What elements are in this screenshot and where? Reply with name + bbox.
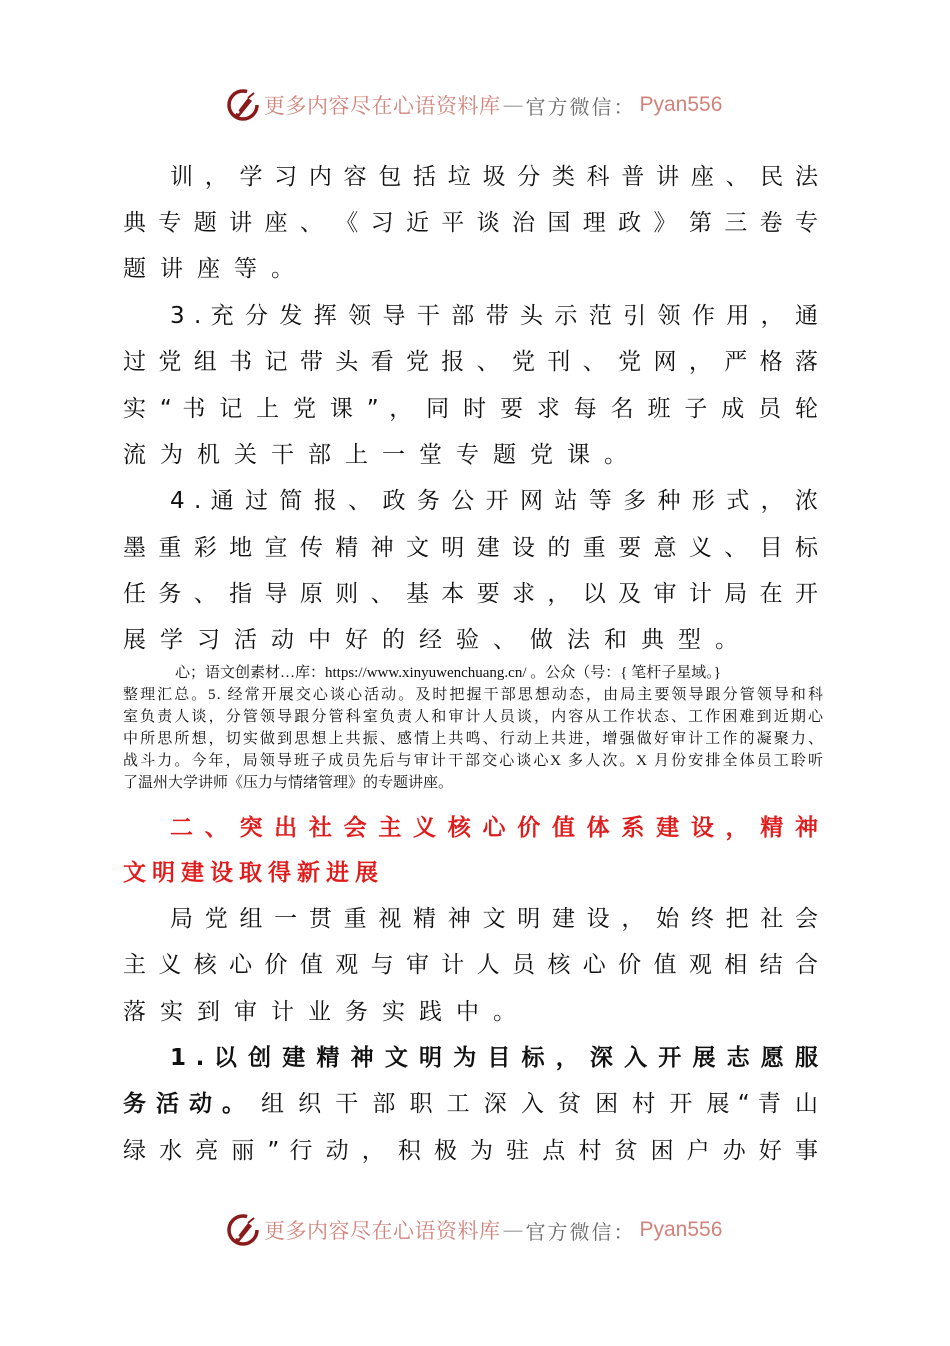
watermark-wechat-label: 官方微信： bbox=[525, 94, 636, 119]
small-line: 了温州大学讲师《压力与情绪管理》的专题讲座。 bbox=[123, 775, 454, 791]
section-2-intro-line: 主 义 核 心 价 值 观 与 审 计 人 员 核 心 价 值 观 相 结 合 bbox=[123, 952, 818, 978]
watermark-wechat-label: 官方微信： bbox=[525, 1219, 636, 1244]
item-4-line: 4 . 通 过 简 报 、 政 务 公 开 网 站 等 多 种 形 式 ， 浓 bbox=[170, 488, 818, 514]
item-4-line: 墨 重 彩 地 宣 传 精 神 文 明 建 设 的 重 要 意 义 、 目 标 bbox=[123, 535, 818, 561]
quill-pen-logo-icon bbox=[226, 88, 260, 122]
watermark-dash: — bbox=[502, 1218, 524, 1242]
small-line: 心；语文创素材…库：https://www.xinyuwenchuang.cn/ 。公众（号：{ 笔杆子星域。} bbox=[175, 665, 721, 681]
footer-watermark-banner bbox=[226, 1210, 726, 1250]
small-line: 室 负 责 人 谈 ， 分 管 领 导 跟 分 管 科 室 负 责 人 和 审 计 人 员 谈 ， 内 容 从 工 作 状 态 、 工 作 困 难 到 近 期 心 bbox=[123, 709, 823, 725]
quill-pen-logo-icon bbox=[226, 1213, 260, 1247]
section-2-heading-line: 二 、 突 出 社 会 主 义 核 心 价 值 体 系 建 设 ， 精 神 bbox=[170, 815, 818, 841]
small-line: 战 斗 力 。 今 年 ， 局 领 导 班 子 成 员 先 后 与 审 计 干 部 交 心 谈 心 X 多 人 次 。 X 月 份 安 排 全 体 员 工 聆 听 bbox=[123, 753, 823, 769]
small-inserted-paragraph bbox=[123, 662, 823, 794]
section-2-intro-line: 局 党 组 一 贯 重 视 精 神 文 明 建 设 ， 始 终 把 社 会 bbox=[170, 906, 818, 932]
watermark-brand-text: 更多内容尽在心语资料库 bbox=[264, 1219, 501, 1243]
watermark-brand-text: 更多内容尽在心语资料库 bbox=[264, 94, 501, 118]
header-watermark-banner bbox=[226, 85, 726, 125]
section-2-intro-line: 落实到审计业务实践中。 bbox=[123, 999, 530, 1025]
watermark-wechat-id: Pyan556 bbox=[639, 93, 723, 116]
watermark-dash: — bbox=[502, 93, 524, 117]
section-2-heading-line: 文明建设取得新进展 bbox=[123, 860, 384, 886]
item-3-line: 3 . 充 分 发 挥 领 导 干 部 带 头 示 范 引 领 作 用 ， 通 bbox=[170, 303, 818, 329]
small-line: 整 理 汇 总 。 5 . 经 常 开 展 交 心 谈 心 活 动 。 及 时 把 握 干 部 思 想 动 态 ， 由 局 主 要 领 导 跟 分 管 领 导 和 科 bbox=[123, 687, 823, 703]
section-2-item-1-line bbox=[123, 1087, 818, 1121]
item-4-line: 展学习活动中好的经验、做法和典型。 bbox=[123, 627, 752, 653]
section-2-item-1-title-end: 务活动。 bbox=[123, 1091, 255, 1117]
body-line: 典 专 题 讲 座 、 《 习 近 平 谈 治 国 理 政 》 第 三 卷 专 bbox=[123, 210, 818, 236]
item-3-line: 流为机关干部上一堂专题党课。 bbox=[123, 442, 641, 468]
section-2-item-1-text: 组 织 干 部 职 工 深 入 贫 困 村 开 展 “ 青 山 bbox=[261, 1091, 818, 1117]
item-4-line: 任 务 、 指 导 原 则 、 基 本 要 求 ， 以 及 审 计 局 在 开 bbox=[123, 581, 818, 607]
small-line: 中 所 思 所 想 ， 切 实 做 到 思 想 上 共 振 、 感 情 上 共 鸣 、 行 动 上 共 进 ， 增 强 做 好 审 计 工 作 的 凝 聚 力 、 bbox=[123, 731, 823, 747]
body-line: 训 ， 学 习 内 容 包 括 垃 圾 分 类 科 普 讲 座 、 民 法 bbox=[170, 164, 818, 190]
section-2-item-1-line: 绿 水 亮 丽 ” 行 动 ， 积 极 为 驻 点 村 贫 困 户 办 好 事 bbox=[123, 1138, 818, 1164]
watermark-wechat-id: Pyan556 bbox=[639, 1218, 723, 1241]
section-2-item-1-title: 1 . 以 创 建 精 神 文 明 为 目 标 ， 深 入 开 展 志 愿 服 bbox=[170, 1045, 818, 1071]
item-3-line: 实 “ 书 记 上 党 课 ” ， 同 时 要 求 每 名 班 子 成 员 轮 bbox=[123, 396, 818, 422]
body-line: 题讲座等。 bbox=[123, 256, 308, 282]
item-3-line: 过 党 组 书 记 带 头 看 党 报 、 党 刊 、 党 网 ， 严 格 落 bbox=[123, 349, 818, 375]
